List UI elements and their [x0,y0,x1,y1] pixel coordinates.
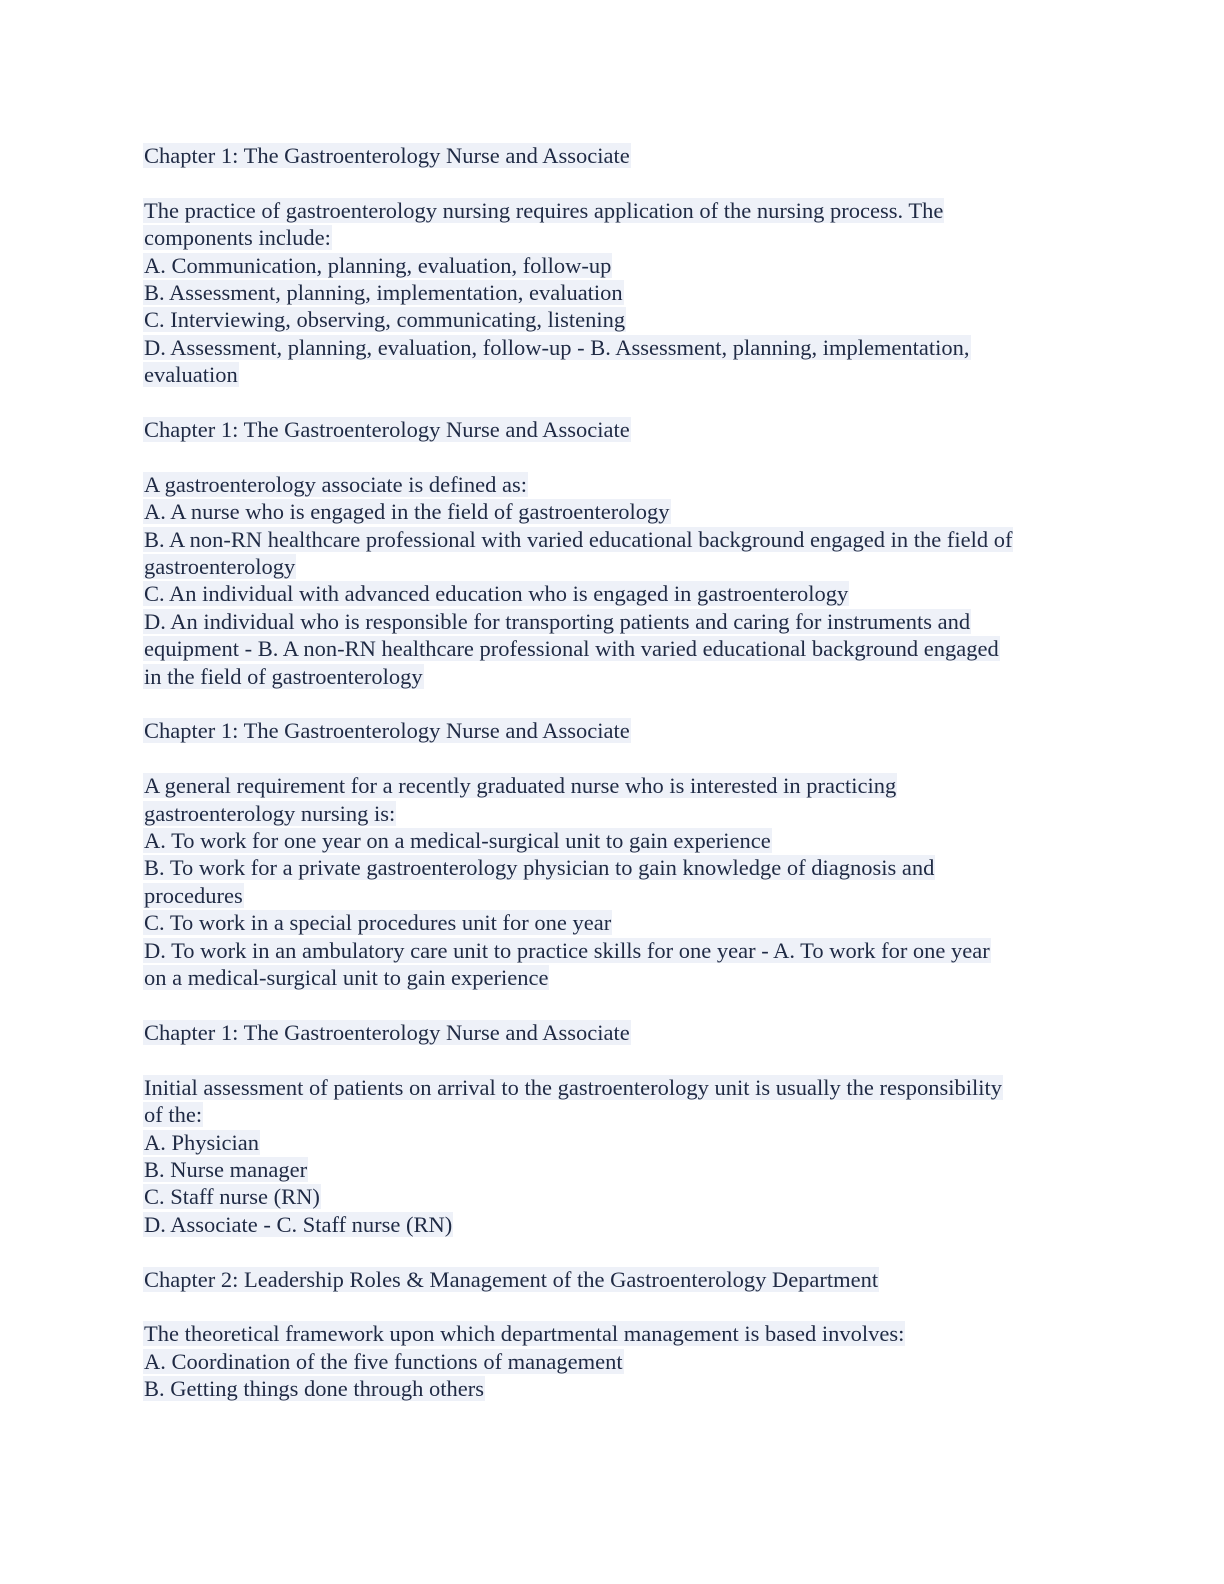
question-block [143,471,1078,690]
chapter-heading: Chapter 1: The Gastroenterology Nurse and Associate [144,718,630,744]
question-stem: The theoretical framework upon which departmental management is based involves: [144,1321,905,1347]
answer-option: A. A nurse who is engaged in the field of gastroenterology [144,499,670,525]
answer-option: C. To work in a special procedures unit for one year [144,910,612,936]
chapter-heading: Chapter 1: The Gastroenterology Nurse and Associate [144,1019,630,1045]
answer-option: C. Staff nurse (RN) [144,1184,320,1210]
question-stem: of the: [144,1102,203,1128]
document-page [143,142,1078,1430]
answer-option: D. An individual who is responsible for transporting patients and caring for instruments and [144,608,971,634]
question-stem: components include: [144,225,331,251]
question-block [143,1320,1078,1402]
answer-option: A. Communication, planning, evaluation, follow-up [144,252,612,278]
question-stem: gastroenterology nursing is: [144,800,396,826]
answer-option: D. To work in an ambulatory care unit to practice skills for one year - A. To work for one year [144,937,990,963]
answer-option: D. Associate - C. Staff nurse (RN) [144,1211,453,1237]
section-heading [143,142,1078,169]
answer-option: B. Assessment, planning, implementation, evaluation [144,280,623,306]
question-block [143,197,1078,389]
question-stem: Initial assessment of patients on arrival to the gastroenterology unit is usually the responsibility [144,1074,1002,1100]
answer-option: equipment - B. A non-RN healthcare professional with varied educational background engaged [144,636,999,662]
answer-option: B. To work for a private gastroenterology physician to gain knowledge of diagnosis and [144,855,935,881]
answer-option: evaluation [144,362,238,388]
chapter-heading: Chapter 2: Leadership Roles & Management of the Gastroenterology Department [144,1266,879,1292]
chapter-heading: Chapter 1: The Gastroenterology Nurse and Associate [144,143,630,168]
section-heading [143,1019,1078,1046]
section-heading [143,416,1078,443]
question-stem: The practice of gastroenterology nursing requires application of the nursing process. The [144,197,944,223]
section-heading [143,1266,1078,1293]
answer-option: D. Assessment, planning, evaluation, follow-up - B. Assessment, planning, implementation, [144,334,970,360]
question-stem: A general requirement for a recently graduated nurse who is interested in practicing [144,773,897,799]
answer-option: procedures [144,882,243,908]
answer-option: B. A non-RN healthcare professional with varied educational background engaged in the field of [144,526,1013,552]
answer-option: gastroenterology [144,554,296,580]
answer-option: A. Physician [144,1129,259,1155]
answer-option: A. To work for one year on a medical-surgical unit to gain experience [144,828,771,854]
chapter-heading: Chapter 1: The Gastroenterology Nurse and Associate [144,417,630,443]
question-block [143,772,1078,991]
answer-option: on a medical-surgical unit to gain experience [144,965,549,991]
answer-option: in the field of gastroenterology [144,663,423,689]
answer-option: C. An individual with advanced education who is engaged in gastroenterology [144,581,849,607]
question-block [143,1074,1078,1238]
answer-option: A. Coordination of the five functions of management [144,1348,623,1374]
answer-option: C. Interviewing, observing, communicating, listening [144,307,626,333]
answer-option: B. Nurse manager [144,1156,308,1182]
section-heading [143,717,1078,744]
answer-option: B. Getting things done through others [144,1376,484,1402]
question-stem: A gastroenterology associate is defined as: [144,471,528,497]
